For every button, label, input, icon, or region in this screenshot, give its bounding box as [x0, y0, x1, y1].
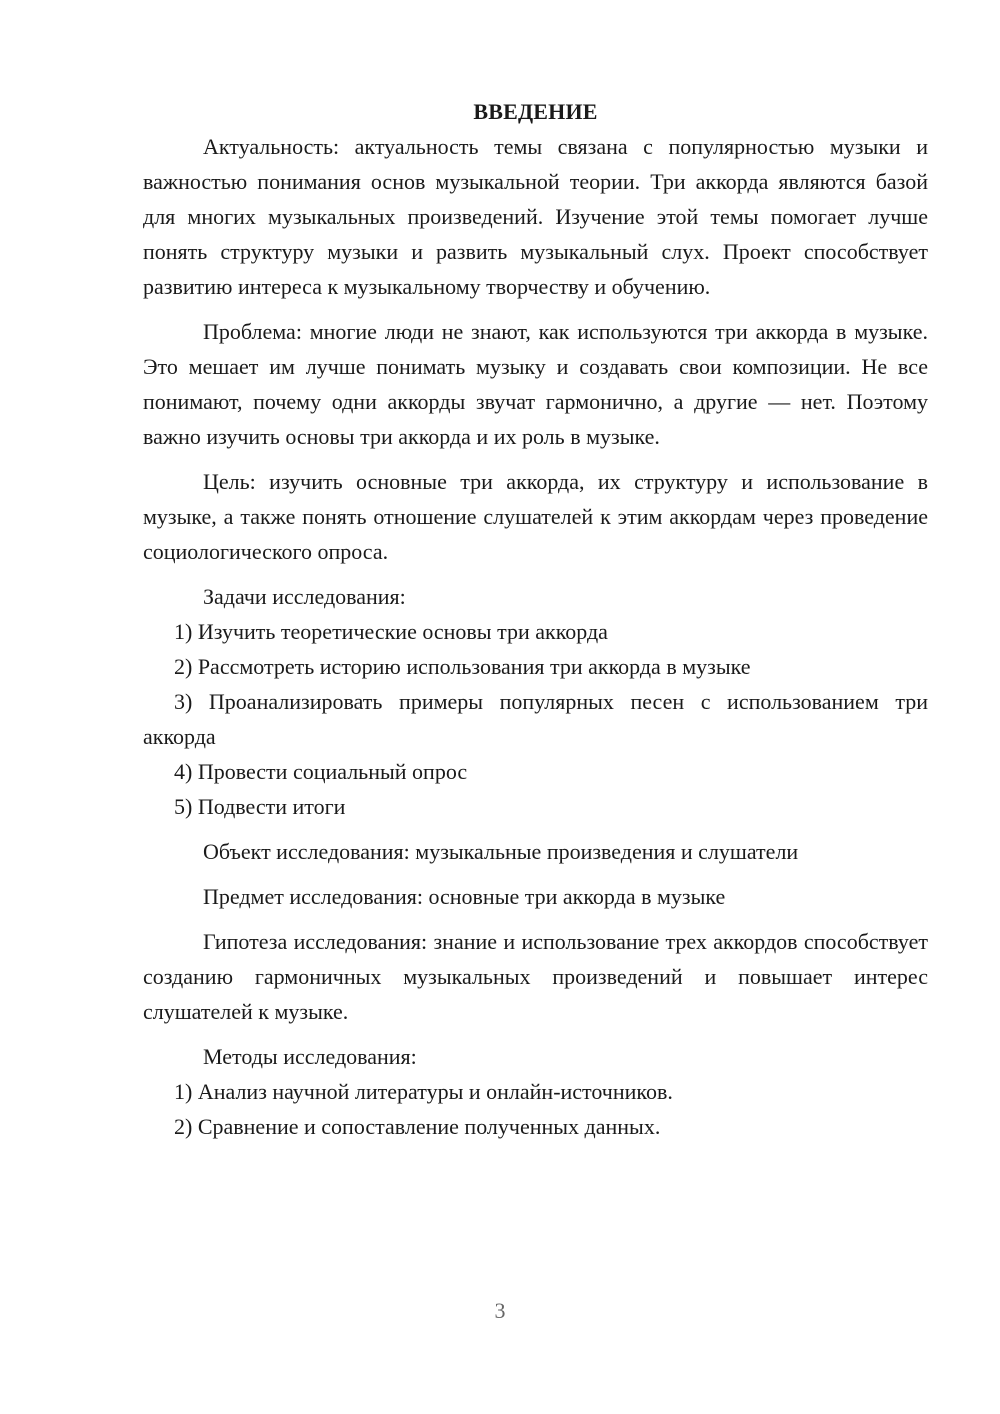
method-item-2: 2) Сравнение и сопоставление полученных данных.: [174, 1114, 661, 1139]
task-item-2: 2) Рассмотреть историю использования три аккорда в музыке: [174, 654, 751, 679]
page-content: [143, 94, 928, 1144]
methods-heading: Методы исследования:: [203, 1044, 417, 1069]
tasks-heading: Задачи исследования:: [203, 584, 406, 609]
task-item-4: 4) Провести социальный опрос: [174, 759, 468, 784]
relevance-paragraph: Актуальность: актуальность темы связана с популярностью музыки и важностью понимания основ музыкальной теории. Три аккорда являются базой для многих музыкальных произведений. Изучение этой темы помогает лучше понять структуру музыки и развить музыкальный слух. Проект способствует развитию интереса к музыкальному творчеству и обучению.: [143, 134, 928, 299]
method-item-1: 1) Анализ научной литературы и онлайн-источников.: [174, 1079, 673, 1104]
task-item-5: 5) Подвести итоги: [174, 794, 346, 819]
task-item-1: 1) Изучить теоретические основы три аккорда: [174, 619, 608, 644]
problem-paragraph: Проблема: многие люди не знают, как используются три аккорда в музыке. Это мешает им лучше понимать музыку и создавать свои композиции. Не все понимают, почему одни аккорды звучат гармонично, а другие — нет. Поэтому важно изучить основы три аккорда и их роль в музыке.: [143, 319, 928, 449]
hypothesis-paragraph: Гипотеза исследования: знание и использование трех аккордов способствует созданию гармоничных музыкальных произведений и повышает интерес слушателей к музыке.: [143, 929, 928, 1024]
goal-paragraph: Цель: изучить основные три аккорда, их структуру и использование в музыке, а также понять отношение слушателей к этим аккордам через проведение социологического опроса.: [143, 469, 928, 564]
section-title: ВВЕДЕНИЕ: [473, 99, 598, 124]
object-paragraph: Объект исследования: музыкальные произведения и слушатели: [203, 839, 799, 864]
page-number: 3: [494, 1298, 506, 1323]
task-item-3: 3) Проанализировать примеры популярных песен с использованием три аккорда: [143, 689, 928, 749]
subject-paragraph: Предмет исследования: основные три аккорда в музыке: [203, 884, 726, 909]
